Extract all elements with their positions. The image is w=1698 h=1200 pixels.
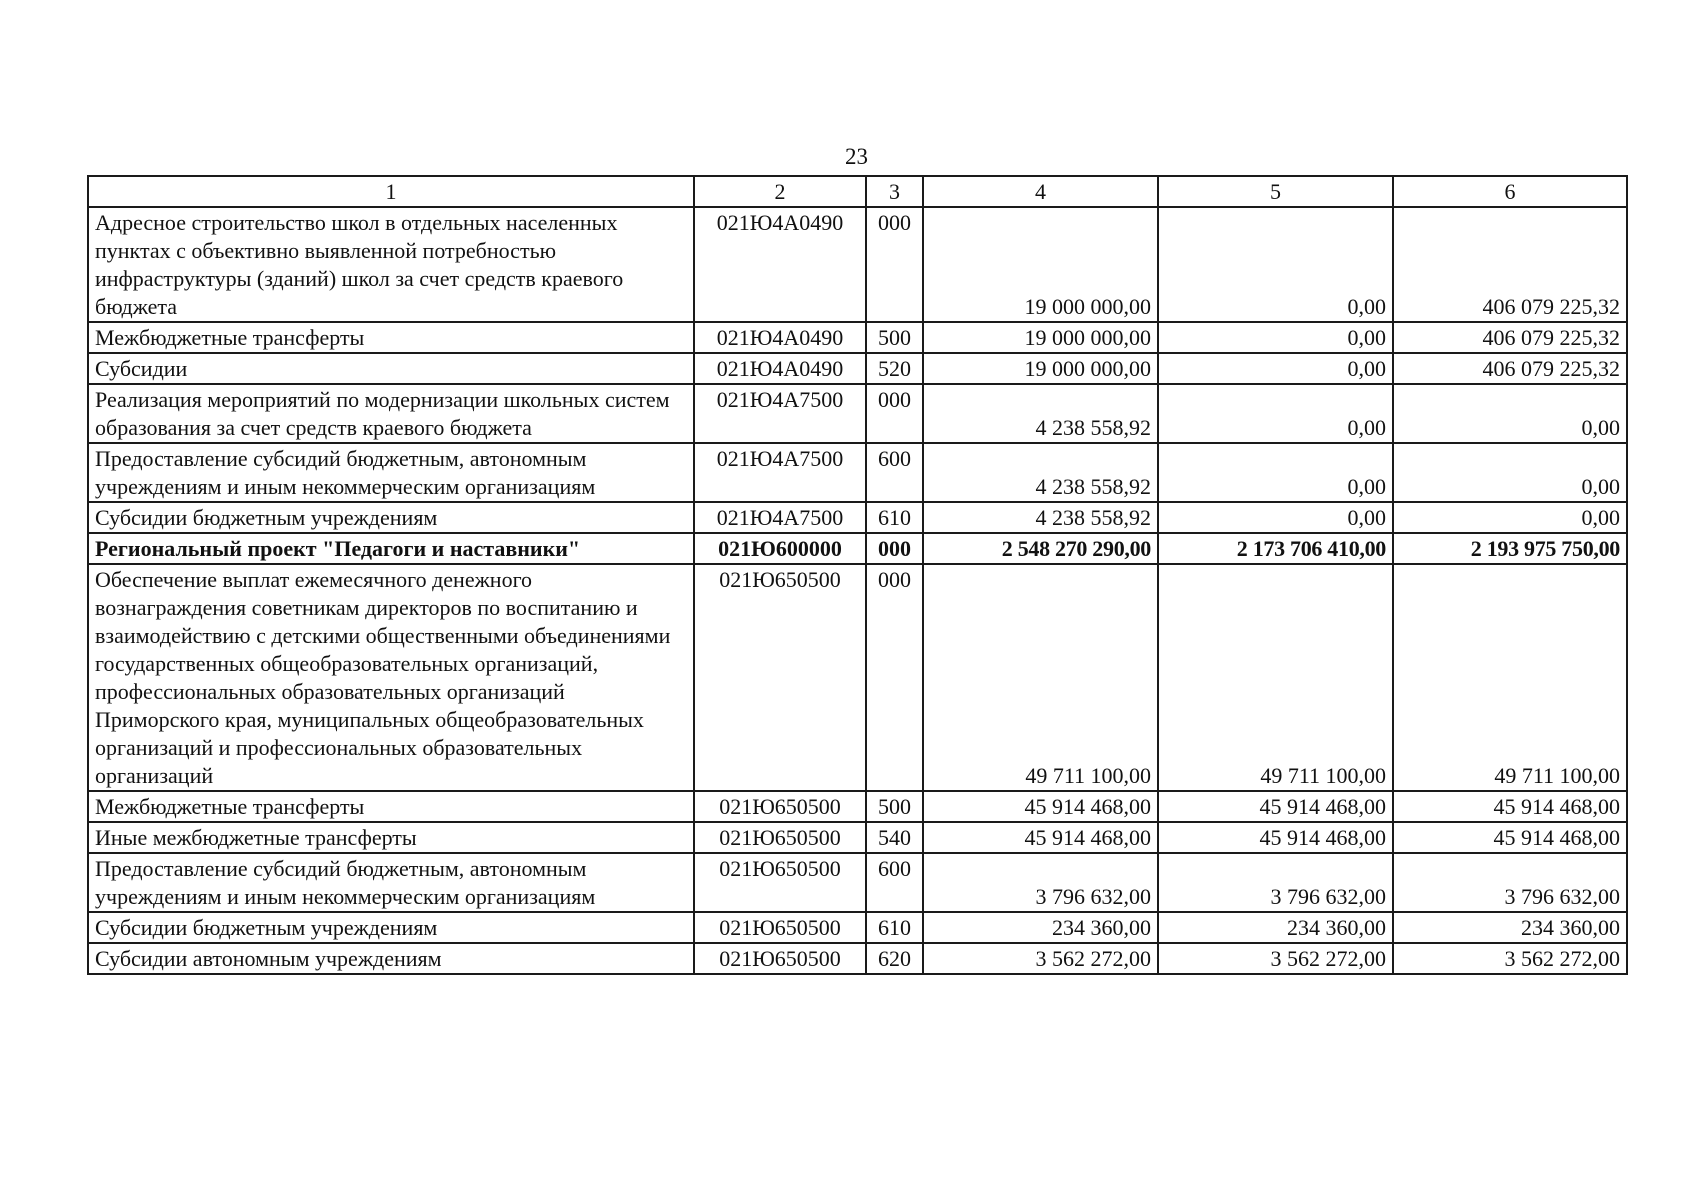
column-number-header: 3 (866, 176, 923, 207)
table-row (88, 853, 1627, 912)
table-row (88, 943, 1627, 974)
column-number-header: 2 (694, 176, 866, 207)
target-code-cell: 021Ю4А0490 (694, 322, 866, 353)
target-code-cell: 021Ю4А7500 (694, 502, 866, 533)
amount-column-5-cell: 45 914 468,00 (1158, 822, 1393, 853)
expense-type-cell: 620 (866, 943, 923, 974)
amount-column-4-cell: 19 000 000,00 (923, 322, 1158, 353)
target-code-cell: 021Ю650500 (694, 912, 866, 943)
target-code-cell: 021Ю600000 (694, 533, 866, 564)
table-row (88, 353, 1627, 384)
target-code-cell: 021Ю4А0490 (694, 207, 866, 322)
amount-column-6-cell: 406 079 225,32 (1393, 353, 1627, 384)
table-row (88, 443, 1627, 502)
item-name-cell: Реализация мероприятий по модернизации школьных систем образования за счет средств краевого бюджета (88, 384, 694, 443)
table-row (88, 912, 1627, 943)
amount-column-6-cell: 3 796 632,00 (1393, 853, 1627, 912)
item-name-cell: Предоставление субсидий бюджетным, автономным учреждениям и иным некоммерческим организациям (88, 853, 694, 912)
amount-column-5-cell: 3 562 272,00 (1158, 943, 1393, 974)
amount-column-6-cell: 0,00 (1393, 502, 1627, 533)
amount-column-5-cell: 49 711 100,00 (1158, 564, 1393, 791)
item-name-cell: Субсидии (88, 353, 694, 384)
target-code-cell: 021Ю650500 (694, 943, 866, 974)
amount-column-4-cell: 3 562 272,00 (923, 943, 1158, 974)
amount-column-4-cell: 45 914 468,00 (923, 822, 1158, 853)
amount-column-5-cell: 234 360,00 (1158, 912, 1393, 943)
expense-type-cell: 500 (866, 322, 923, 353)
amount-column-6-cell: 49 711 100,00 (1393, 564, 1627, 791)
amount-column-5-cell: 0,00 (1158, 502, 1393, 533)
amount-column-6-cell: 3 562 272,00 (1393, 943, 1627, 974)
item-name-cell: Субсидии автономным учреждениям (88, 943, 694, 974)
page-number: 23 (845, 144, 868, 169)
amount-column-6-cell: 0,00 (1393, 384, 1627, 443)
expense-type-cell: 000 (866, 533, 923, 564)
amount-column-5-cell: 45 914 468,00 (1158, 791, 1393, 822)
column-number-header: 6 (1393, 176, 1627, 207)
target-code-cell: 021Ю650500 (694, 564, 866, 791)
amount-column-4-cell: 19 000 000,00 (923, 207, 1158, 322)
amount-column-6-cell: 0,00 (1393, 443, 1627, 502)
table-row (88, 207, 1627, 322)
table-row (88, 791, 1627, 822)
table-row (88, 322, 1627, 353)
target-code-cell: 021Ю650500 (694, 853, 866, 912)
item-name-cell: Межбюджетные трансферты (88, 791, 694, 822)
table-row (88, 502, 1627, 533)
column-number-header-row (88, 176, 1627, 207)
column-number-header: 5 (1158, 176, 1393, 207)
item-name-cell: Региональный проект "Педагоги и наставники" (88, 533, 694, 564)
expense-type-cell: 500 (866, 791, 923, 822)
amount-column-5-cell: 0,00 (1158, 353, 1393, 384)
target-code-cell: 021Ю650500 (694, 791, 866, 822)
amount-column-6-cell: 406 079 225,32 (1393, 207, 1627, 322)
amount-column-6-cell: 2 193 975 750,00 (1393, 533, 1627, 564)
table-row (88, 822, 1627, 853)
expense-type-cell: 000 (866, 384, 923, 443)
amount-column-4-cell: 4 238 558,92 (923, 443, 1158, 502)
table-row (88, 384, 1627, 443)
amount-column-4-cell: 4 238 558,92 (923, 384, 1158, 443)
expense-type-cell: 610 (866, 502, 923, 533)
expense-type-cell: 540 (866, 822, 923, 853)
expense-type-cell: 000 (866, 207, 923, 322)
item-name-cell: Субсидии бюджетным учреждениям (88, 502, 694, 533)
amount-column-5-cell: 0,00 (1158, 443, 1393, 502)
amount-column-6-cell: 45 914 468,00 (1393, 791, 1627, 822)
expense-type-cell: 600 (866, 853, 923, 912)
amount-column-5-cell: 0,00 (1158, 207, 1393, 322)
table-body (88, 176, 1627, 974)
amount-column-5-cell: 2 173 706 410,00 (1158, 533, 1393, 564)
amount-column-4-cell: 3 796 632,00 (923, 853, 1158, 912)
target-code-cell: 021Ю650500 (694, 822, 866, 853)
column-number-header: 1 (88, 176, 694, 207)
expense-type-cell: 610 (866, 912, 923, 943)
table-row (88, 564, 1627, 791)
amount-column-4-cell: 45 914 468,00 (923, 791, 1158, 822)
item-name-cell: Адресное строительство школ в отдельных населенных пунктах с объективно выявленной потребностью инфраструктуры (зданий) школ за счет средств краевого бюджета (88, 207, 694, 322)
expense-type-cell: 600 (866, 443, 923, 502)
amount-column-4-cell: 19 000 000,00 (923, 353, 1158, 384)
expense-type-cell: 000 (866, 564, 923, 791)
item-name-cell: Предоставление субсидий бюджетным, автономным учреждениям и иным некоммерческим организациям (88, 443, 694, 502)
item-name-cell: Иные межбюджетные трансферты (88, 822, 694, 853)
amount-column-6-cell: 406 079 225,32 (1393, 322, 1627, 353)
column-number-header: 4 (923, 176, 1158, 207)
amount-column-4-cell: 49 711 100,00 (923, 564, 1158, 791)
item-name-cell: Межбюджетные трансферты (88, 322, 694, 353)
amount-column-5-cell: 3 796 632,00 (1158, 853, 1393, 912)
amount-column-6-cell: 45 914 468,00 (1393, 822, 1627, 853)
expense-type-cell: 520 (866, 353, 923, 384)
item-name-cell: Обеспечение выплат ежемесячного денежного вознаграждения советникам директоров по воспитанию и взаимодействию с детскими общественными объединениями государственных общеобразовательных организаций, профессиональных образовательных организаций Приморского края, муниципальных общеобразовательных организаций и профессиональных образовательных организаций (88, 564, 694, 791)
budget-table (87, 175, 1628, 975)
amount-column-6-cell: 234 360,00 (1393, 912, 1627, 943)
amount-column-5-cell: 0,00 (1158, 322, 1393, 353)
item-name-cell: Субсидии бюджетным учреждениям (88, 912, 694, 943)
target-code-cell: 021Ю4А0490 (694, 353, 866, 384)
amount-column-4-cell: 4 238 558,92 (923, 502, 1158, 533)
amount-column-4-cell: 2 548 270 290,00 (923, 533, 1158, 564)
target-code-cell: 021Ю4А7500 (694, 384, 866, 443)
table-row-section (88, 533, 1627, 564)
amount-column-5-cell: 0,00 (1158, 384, 1393, 443)
target-code-cell: 021Ю4А7500 (694, 443, 866, 502)
amount-column-4-cell: 234 360,00 (923, 912, 1158, 943)
